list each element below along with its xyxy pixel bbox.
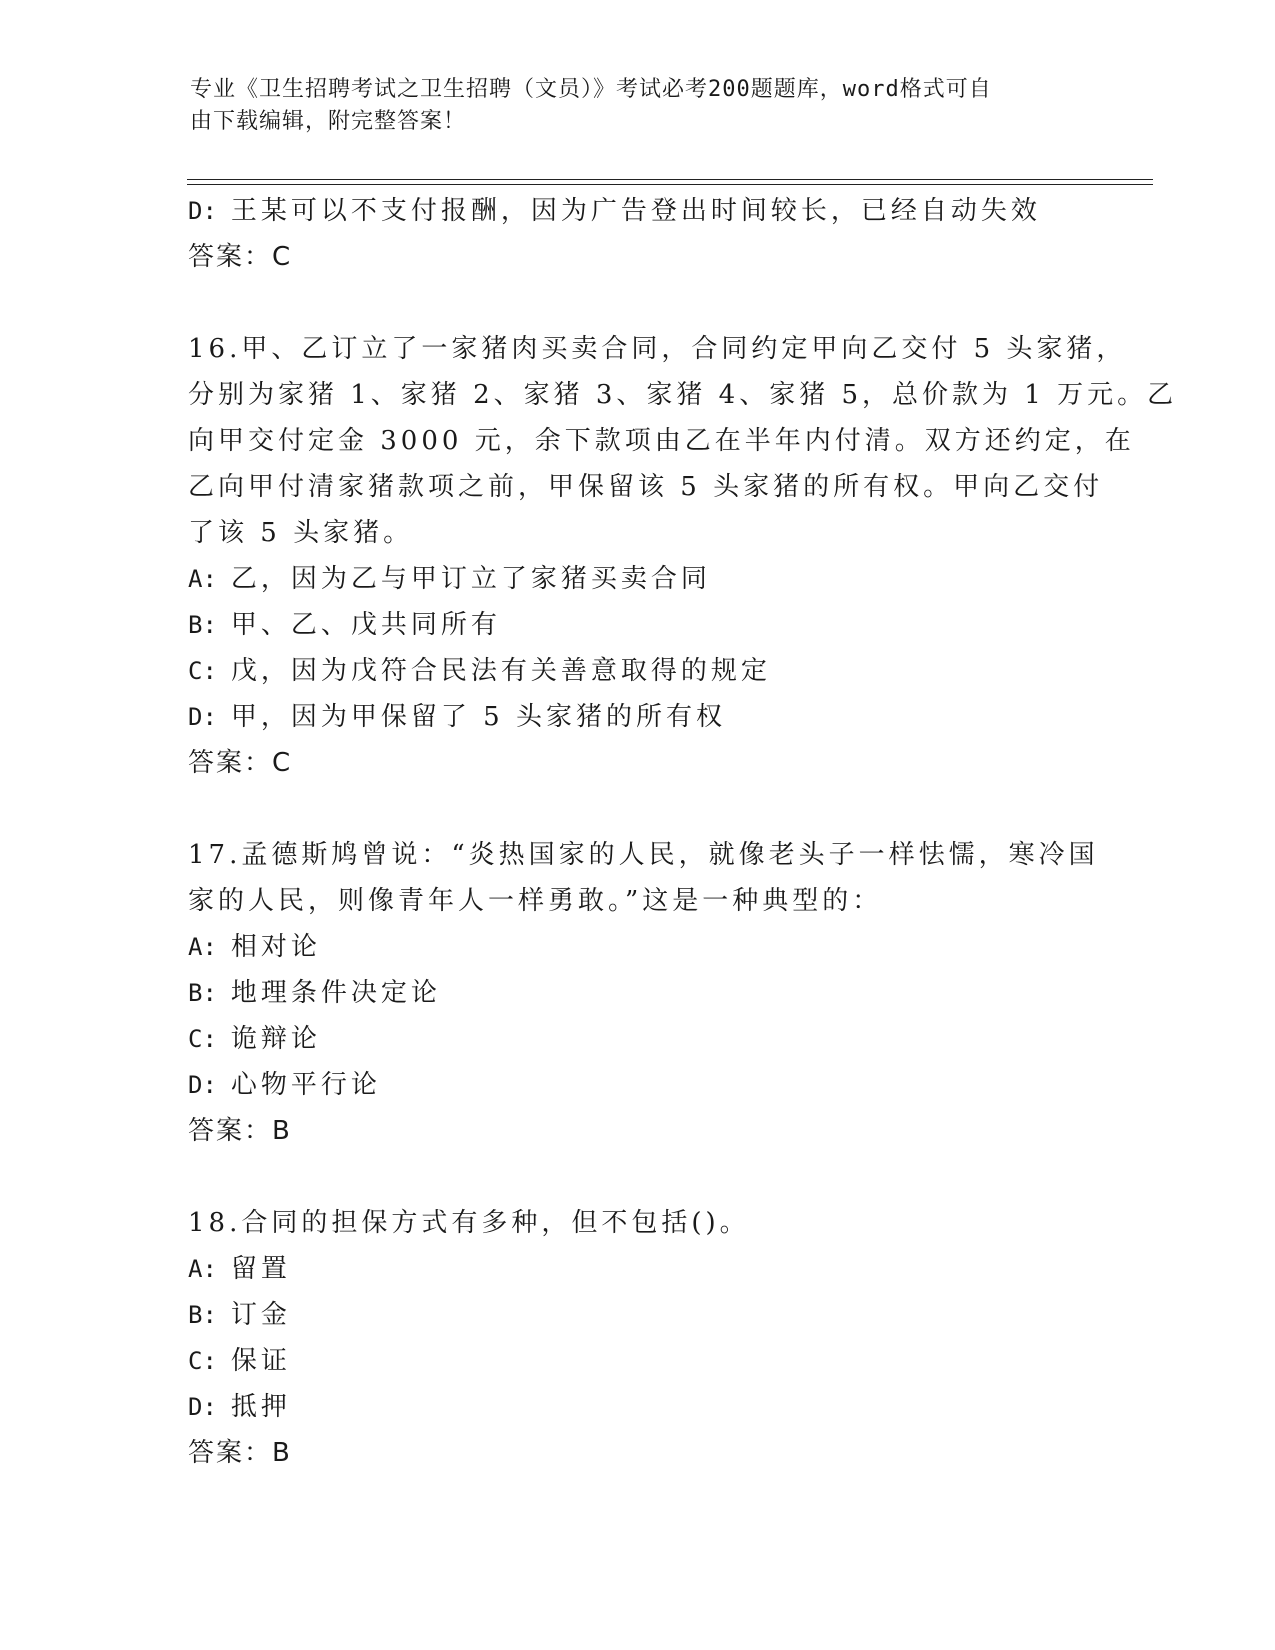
header-divider-top bbox=[187, 179, 1153, 180]
option-letter: C: bbox=[188, 1347, 217, 1375]
option-letter: D: bbox=[188, 1393, 217, 1421]
question-line: 分别为家猪 1、家猪 2、家猪 3、家猪 4、家猪 5，总价款为 1 万元。乙 bbox=[188, 380, 1178, 410]
answer-line: 答案：B bbox=[188, 1116, 292, 1146]
option-b bbox=[188, 970, 1088, 1016]
option-text: 留置 bbox=[230, 1254, 291, 1284]
option-text: 抵押 bbox=[230, 1392, 291, 1422]
spacer bbox=[188, 1154, 1088, 1200]
answer-line: 答案：C bbox=[188, 748, 293, 778]
question-line: 18.合同的担保方式有多种，但不包括()。 bbox=[188, 1208, 750, 1238]
option-d bbox=[188, 1062, 1088, 1108]
option-letter: A: bbox=[188, 565, 217, 593]
option-text: 甲，因为甲保留了 5 头家猪的所有权 bbox=[230, 702, 726, 732]
question-line: 家的人民，则像青年人一样勇敢。”这是一种典型的： bbox=[188, 886, 883, 916]
spacer bbox=[188, 280, 1088, 326]
header-divider-bottom bbox=[187, 184, 1153, 185]
option-text: 甲、乙、戊共同所有 bbox=[230, 610, 501, 640]
question-text bbox=[188, 832, 1099, 924]
option-text: 心物平行论 bbox=[230, 1070, 381, 1100]
option-text: 地理条件决定论 bbox=[230, 978, 441, 1008]
header-line-1: 专业《卫生招聘考试之卫生招聘（文员）》考试必考200题题库，word格式可自 bbox=[190, 77, 992, 102]
question-18 bbox=[188, 1200, 1088, 1476]
answer-line: 答案：C bbox=[188, 242, 293, 272]
option-b bbox=[188, 1292, 1088, 1338]
option-c bbox=[188, 648, 1088, 694]
option-c bbox=[188, 1338, 1088, 1384]
option-letter: B: bbox=[188, 1301, 217, 1329]
document-header bbox=[190, 74, 1090, 138]
previous-question-tail bbox=[188, 188, 1088, 280]
option-text: 戊，因为戊符合民法有关善意取得的规定 bbox=[230, 656, 771, 686]
option-letter: B: bbox=[188, 979, 217, 1007]
option-row bbox=[188, 188, 1088, 234]
option-c bbox=[188, 1016, 1088, 1062]
document-body bbox=[188, 188, 1178, 1476]
option-letter: C: bbox=[188, 1025, 217, 1053]
spacer bbox=[188, 786, 1088, 832]
option-text: 王某可以不支付报酬，因为广告登出时间较长，已经自动失效 bbox=[230, 196, 1041, 226]
option-text: 相对论 bbox=[230, 932, 321, 962]
option-a bbox=[188, 1246, 1088, 1292]
question-line: 16.甲、乙订立了一家猪肉买卖合同，合同约定甲向乙交付 5 头家猪， bbox=[188, 334, 1127, 364]
option-b bbox=[188, 602, 1088, 648]
question-16 bbox=[188, 326, 1178, 786]
question-line: 17.孟德斯鸠曾说：“炎热国家的人民，就像老头子一样怯懦，寒冷国 bbox=[188, 840, 1099, 870]
option-d bbox=[188, 1384, 1088, 1430]
option-letter: B: bbox=[188, 611, 217, 639]
option-a bbox=[188, 924, 1088, 970]
option-letter: A: bbox=[188, 933, 217, 961]
question-line: 了该 5 头家猪。 bbox=[188, 518, 414, 548]
question-17 bbox=[188, 832, 1099, 1154]
header-line-2: 由下载编辑，附完整答案！ bbox=[190, 109, 467, 134]
question-line: 向甲交付定金 3000 元，余下款项由乙在半年内付清。双方还约定，在 bbox=[188, 426, 1135, 456]
option-text: 保证 bbox=[230, 1346, 291, 1376]
option-letter: D: bbox=[188, 703, 217, 731]
option-letter: D: bbox=[188, 1071, 217, 1099]
option-text: 订金 bbox=[230, 1300, 291, 1330]
option-letter: C: bbox=[188, 657, 217, 685]
question-text bbox=[188, 1200, 1088, 1246]
option-d bbox=[188, 694, 1088, 740]
option-text: 乙，因为乙与甲订立了家猪买卖合同 bbox=[230, 564, 711, 594]
question-line: 乙向甲付清家猪款项之前，甲保留该 5 头家猪的所有权。甲向乙交付 bbox=[188, 472, 1104, 502]
question-text bbox=[188, 326, 1178, 556]
option-letter: A: bbox=[188, 1255, 217, 1283]
option-letter: D: bbox=[188, 197, 217, 225]
answer-line: 答案：B bbox=[188, 1438, 292, 1468]
option-a bbox=[188, 556, 1088, 602]
option-text: 诡辩论 bbox=[230, 1024, 321, 1054]
